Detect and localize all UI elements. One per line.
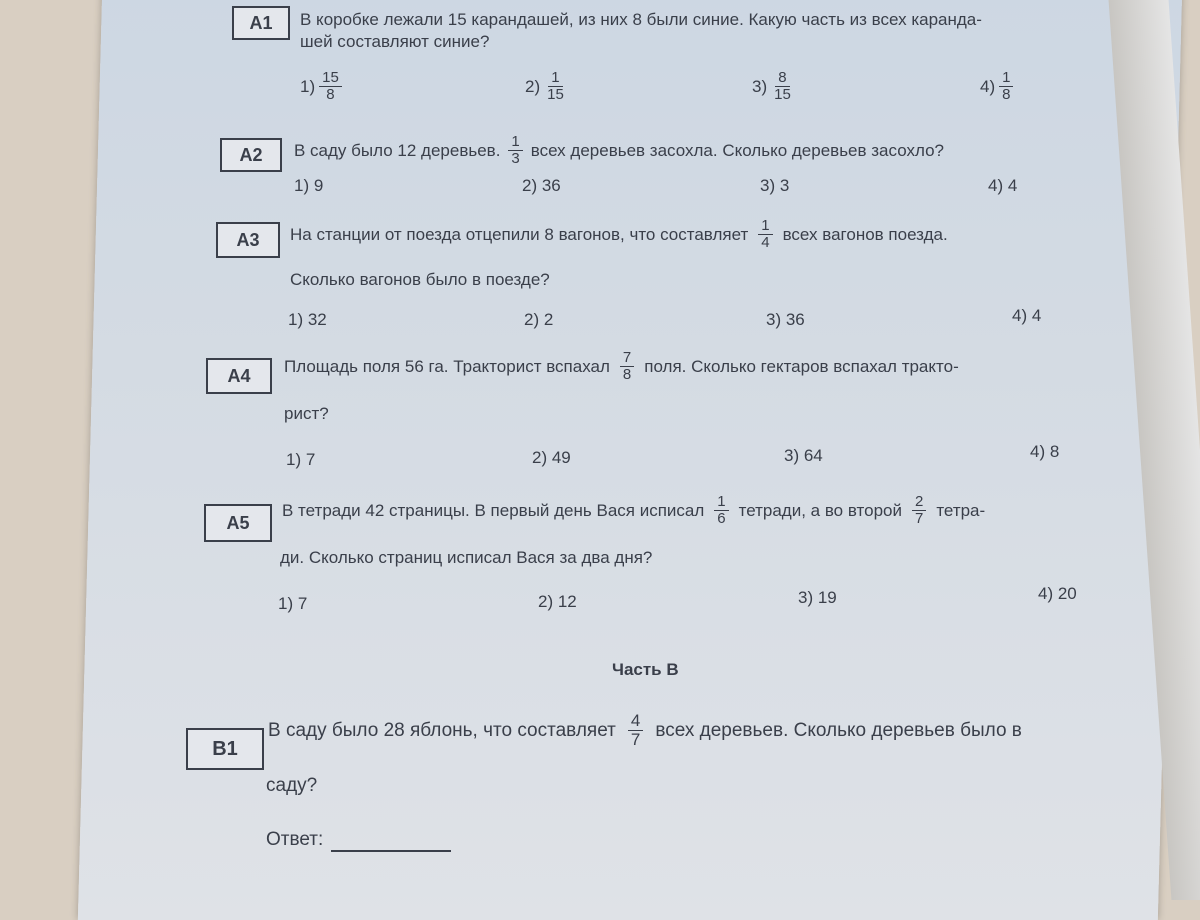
option-number: 4) bbox=[980, 76, 996, 96]
fraction-numerator: 1 bbox=[758, 218, 772, 235]
answer-row bbox=[266, 828, 451, 852]
fraction bbox=[628, 712, 643, 749]
question-text: всех деревьев. Сколько деревьев было в bbox=[655, 719, 1022, 741]
option-a4-1: 1) 7 bbox=[286, 450, 316, 469]
option-a4-3: 3) 64 bbox=[784, 446, 823, 465]
fraction bbox=[319, 70, 342, 103]
fraction-numerator: 8 bbox=[775, 70, 789, 87]
question-text: тетра- bbox=[936, 500, 986, 520]
fraction-denominator: 7 bbox=[914, 510, 924, 527]
question-label-a4: A4 bbox=[206, 358, 272, 394]
question-label-a5: A5 bbox=[204, 504, 272, 542]
question-text: поля. Сколько гектаров вспахал тракто- bbox=[644, 356, 959, 376]
fraction-denominator: 8 bbox=[326, 86, 335, 103]
option-a3-2: 2) 2 bbox=[524, 310, 554, 329]
fraction-denominator: 15 bbox=[547, 86, 564, 103]
fraction bbox=[912, 494, 926, 527]
option-number: 3) bbox=[752, 76, 768, 96]
fraction-numerator: 7 bbox=[620, 350, 634, 367]
option-a5-2: 2) 12 bbox=[538, 592, 577, 611]
fraction-numerator: 15 bbox=[319, 70, 342, 87]
fraction-denominator: 8 bbox=[622, 366, 632, 383]
option-a3-4: 4) 4 bbox=[1012, 306, 1042, 325]
option-a1-1 bbox=[300, 70, 342, 103]
question-text: В саду было 12 деревьев. bbox=[294, 140, 501, 160]
question-text: На станции от поезда отцепили 8 вагонов, что составляет bbox=[290, 224, 749, 244]
question-text: всех деревьев засохла. Сколько деревьев засохло? bbox=[530, 140, 944, 160]
fraction-denominator: 3 bbox=[511, 150, 520, 167]
question-text: Площадь поля 56 га. Тракторист вспахал bbox=[284, 356, 610, 376]
fraction-numerator: 1 bbox=[714, 494, 728, 511]
fraction-numerator: 4 bbox=[628, 712, 643, 731]
option-a2-1: 1) 9 bbox=[294, 176, 324, 195]
answer-blank[interactable] bbox=[331, 836, 451, 852]
option-a1-2 bbox=[525, 70, 567, 103]
option-a2-3: 3) 3 bbox=[760, 176, 790, 195]
option-a4-4: 4) 8 bbox=[1030, 442, 1060, 461]
answer-label: Ответ: bbox=[266, 829, 324, 850]
question-label-a3: A3 bbox=[216, 222, 280, 258]
option-a3-3: 3) 36 bbox=[766, 310, 805, 329]
question-text: В тетради 42 страницы. В первый день Вася исписал bbox=[282, 500, 705, 520]
question-b1-line2: саду? bbox=[266, 775, 318, 796]
option-number: 1) bbox=[300, 76, 316, 96]
option-a5-4: 4) 20 bbox=[1038, 584, 1077, 603]
question-a4-line2: рист? bbox=[284, 404, 329, 423]
option-a3-1: 1) 32 bbox=[288, 310, 327, 329]
question-text: всех вагонов поезда. bbox=[782, 224, 948, 244]
fraction bbox=[544, 70, 567, 103]
question-text: тетради, а во второй bbox=[738, 500, 902, 520]
question-a1-line1: В коробке лежали 15 карандашей, из них 8 были синие. Какую часть из всех каранда- bbox=[300, 10, 982, 29]
question-a4-line1 bbox=[284, 350, 959, 383]
fraction bbox=[714, 494, 728, 527]
fraction-denominator: 4 bbox=[761, 234, 770, 251]
fraction bbox=[620, 350, 634, 383]
question-label-b1: B1 bbox=[186, 728, 264, 770]
question-a5-line1 bbox=[282, 494, 985, 527]
fraction-denominator: 15 bbox=[774, 86, 791, 103]
option-a1-4 bbox=[980, 70, 1013, 103]
question-a3-line1 bbox=[290, 218, 948, 251]
fraction bbox=[999, 70, 1013, 103]
fraction-numerator: 1 bbox=[999, 70, 1013, 87]
question-a5-line2: ди. Сколько страниц исписал Вася за два дня? bbox=[280, 548, 653, 567]
fraction bbox=[508, 134, 522, 167]
fraction-denominator: 8 bbox=[1002, 86, 1011, 103]
question-a2 bbox=[294, 134, 944, 167]
question-label-a2: A2 bbox=[220, 138, 282, 172]
question-b1-line1 bbox=[268, 712, 1022, 749]
question-label-a1: A1 bbox=[232, 6, 290, 40]
option-a5-1: 1) 7 bbox=[278, 594, 308, 613]
fraction-denominator: 6 bbox=[717, 510, 726, 527]
option-a2-2: 2) 36 bbox=[522, 176, 561, 195]
fraction-numerator: 1 bbox=[508, 134, 522, 151]
fraction-denominator: 7 bbox=[630, 730, 641, 749]
question-a1-line2: шей составляют синие? bbox=[300, 32, 490, 51]
fraction bbox=[771, 70, 794, 103]
option-a2-4: 4) 4 bbox=[988, 176, 1018, 195]
option-a5-3: 3) 19 bbox=[798, 588, 837, 607]
fraction-numerator: 1 bbox=[548, 70, 562, 87]
question-a3-line2: Сколько вагонов было в поезде? bbox=[290, 270, 550, 289]
part-b-title: Часть В bbox=[612, 660, 679, 679]
fraction-numerator: 2 bbox=[912, 494, 926, 511]
option-number: 2) bbox=[525, 76, 541, 96]
fraction bbox=[758, 218, 772, 251]
option-a1-3 bbox=[752, 70, 794, 103]
option-a4-2: 2) 49 bbox=[532, 448, 571, 467]
question-text: В саду было 28 яблонь, что составляет bbox=[268, 719, 616, 741]
